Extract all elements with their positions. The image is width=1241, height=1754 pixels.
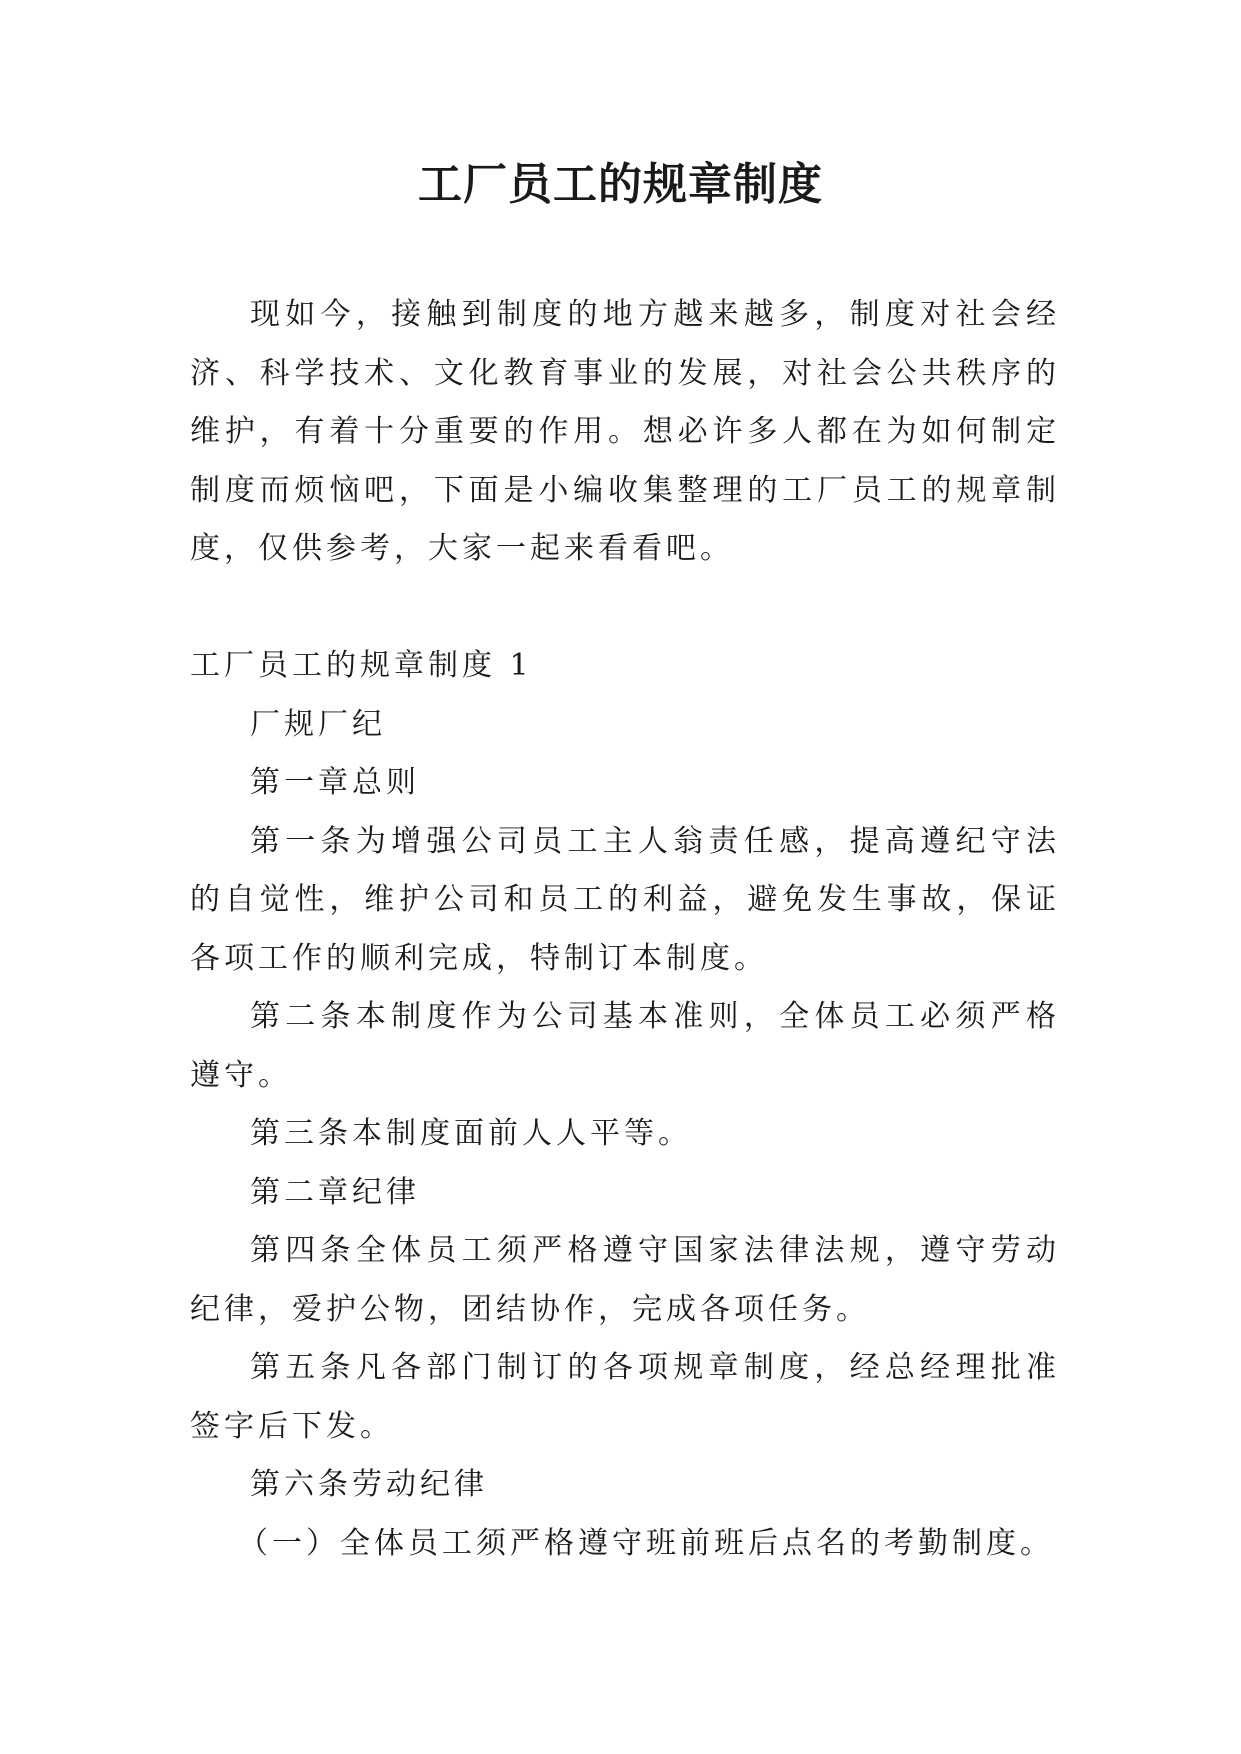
article-2: 第二条本制度作为公司基本准则，全体员工必须严格遵守。	[190, 999, 1060, 1093]
paragraph-factory-rules: 厂规厂纪	[250, 706, 386, 742]
article-6-item-1: （一）全体员工须严格遵守班前班后点名的考勤制度。	[238, 1525, 1054, 1561]
article-1: 第一条为增强公司员工主人翁责任感，提高遵纪守法的自觉性，维护公司和员工的利益，避免发生事故，保证各项工作的顺利完成，特制订本制度。	[190, 823, 1060, 976]
section-heading: 工厂员工的规章制度 1	[190, 648, 533, 683]
article-5: 第五条凡各部门制订的各项规章制度，经总经理批准签字后下发。	[190, 1350, 1060, 1444]
article-4: 第四条全体员工须严格遵守国家法律法规，遵守劳动纪律，爱护公物，团结协作，完成各项任务。	[190, 1233, 1060, 1327]
article-3: 第三条本制度面前人人平等。	[250, 1116, 692, 1151]
intro-block	[190, 286, 1060, 579]
article-6: 第六条劳动纪律	[250, 1467, 488, 1502]
intro-paragraph: 现如今，接触到制度的地方越来越多，制度对社会经济、科学技术、文化教育事业的发展，对社会公共秩序的维护，有着十分重要的作用。想必许多人都在为如何制定制度而烦恼吧，下面是小编收集整理的工厂员工的规章制度，仅供参考，大家一起来看看吧。	[190, 297, 1060, 566]
chapter-1-heading: 第一章总则	[250, 765, 420, 800]
section-block	[190, 637, 1060, 1573]
chapter-2-heading: 第二章纪律	[250, 1174, 420, 1210]
document-title: 工厂员工的规章制度	[418, 159, 823, 210]
